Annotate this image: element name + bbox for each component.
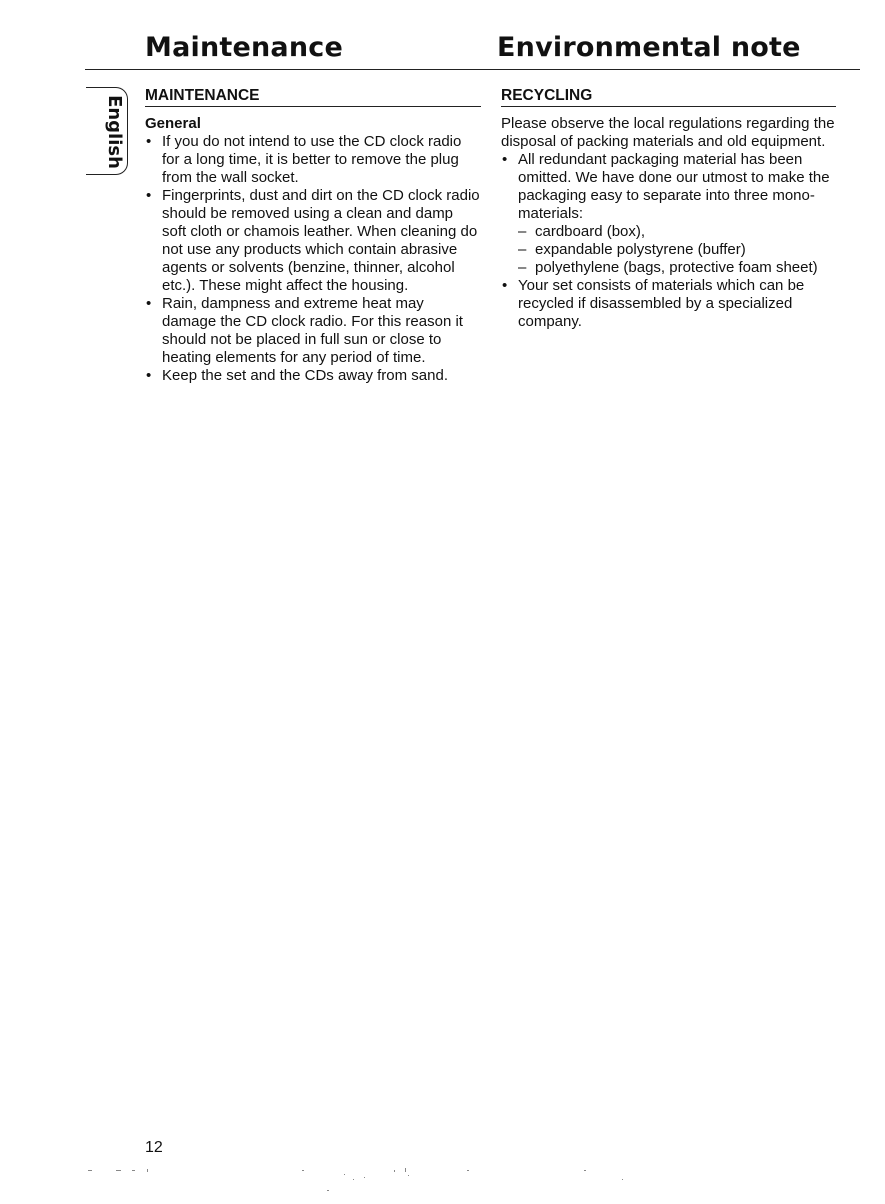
material-item: – cardboard (box), xyxy=(518,223,836,241)
recycling-heading: RECYCLING xyxy=(501,86,836,107)
header-divider xyxy=(85,69,860,70)
list-item: • Fingerprints, dust and dirt on the CD clock radio should be removed using a clean and damp soft cloth or chamois leather. When cleaning do not use any products which contain abrasive agents or solvents (benzine, thinner, alcohol etc.). These might affect the housing. xyxy=(145,187,481,295)
general-subheading: General xyxy=(145,115,201,132)
list-item: • Keep the set and the CDs away from sand. xyxy=(145,367,481,385)
packaging-text: All redundant packaging material has been omitted. We have done our utmost to make the packaging easy to separate into three mono-materials: xyxy=(518,151,830,222)
list-item xyxy=(501,151,836,277)
recycling-section xyxy=(501,86,836,331)
maintenance-list xyxy=(145,133,481,385)
list-item: • Your set consists of materials which can be recycled if disassembled by a specialized company. xyxy=(501,277,836,331)
language-tab-label: English xyxy=(104,95,125,169)
materials-list xyxy=(518,223,836,277)
maintenance-heading: MAINTENANCE xyxy=(145,86,481,107)
page-title-environmental-note: Environmental note xyxy=(497,32,801,63)
material-item: – polyethylene (bags, protective foam sheet) xyxy=(518,259,836,277)
recycling-intro: Please observe the local regulations regarding the disposal of packing materials and old equipment. xyxy=(501,115,835,150)
material-item: – expandable polystyrene (buffer) xyxy=(518,241,836,259)
scan-specks xyxy=(0,1165,885,1195)
maintenance-section xyxy=(145,86,481,385)
recycling-list xyxy=(501,151,836,331)
list-item: • Rain, dampness and extreme heat may damage the CD clock radio. For this reason it should not be placed in full sun or close to heating elements for any period of time. xyxy=(145,295,481,367)
list-item: • If you do not intend to use the CD clock radio for a long time, it is better to remove the plug from the wall socket. xyxy=(145,133,481,187)
page-number: 12 xyxy=(145,1139,163,1156)
page-title-maintenance: Maintenance xyxy=(145,32,343,63)
